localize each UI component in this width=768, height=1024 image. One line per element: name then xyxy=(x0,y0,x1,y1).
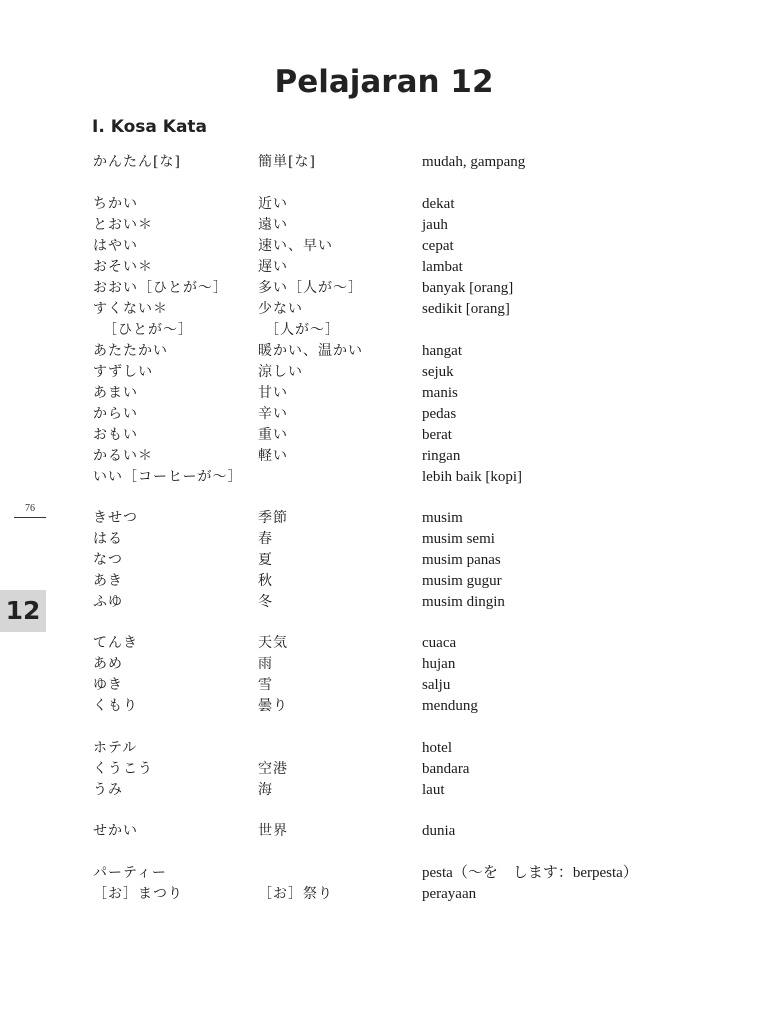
vocab-kana: せかい xyxy=(93,823,138,839)
vocab-kana: ちかい xyxy=(93,196,138,212)
vocab-meaning: perayaan xyxy=(422,886,477,902)
vocab-kana: はる xyxy=(93,531,123,547)
vocab-kana: うみ xyxy=(93,782,123,798)
vocab-kana: はやい xyxy=(93,238,138,254)
vocab-kanji: 冬 xyxy=(258,594,273,610)
vocab-kanji: 少ない xyxy=(258,301,303,317)
vocab-kanji: 涼しい xyxy=(258,364,303,380)
vocab-kanji: 海 xyxy=(258,782,273,798)
vocab-kanji: 空港 xyxy=(258,761,288,777)
vocab-kanji: 重い xyxy=(258,427,288,443)
vocab-meaning: musim panas xyxy=(422,552,501,568)
vocab-kana: すずしい xyxy=(93,364,154,380)
vocab-row xyxy=(0,633,768,654)
chapter-tab: 12 xyxy=(0,590,46,632)
vocab-row xyxy=(0,759,768,780)
vocab-meaning: pedas xyxy=(422,406,457,422)
vocab-meaning: bandara xyxy=(422,761,470,777)
vocab-kanji: 秋 xyxy=(258,573,273,589)
vocab-kanji: 簡単[な] xyxy=(258,154,316,170)
vocab-kana: ゆき xyxy=(93,677,123,693)
vocab-kana: いい［コーヒーが～］ xyxy=(93,469,243,485)
vocab-kana: くもり xyxy=(93,698,138,714)
vocab-row xyxy=(0,152,768,173)
vocab-kanji: 春 xyxy=(258,531,273,547)
vocab-row xyxy=(0,550,768,571)
vocab-meaning: musim gugur xyxy=(422,573,502,589)
vocab-meaning: musim xyxy=(422,510,463,526)
vocab-kanji: 暖かい、温かい xyxy=(258,343,363,359)
vocab-row xyxy=(0,508,768,529)
page-title: Pelajaran 12 xyxy=(274,64,494,100)
vocab-row xyxy=(0,257,768,278)
vocab-kana: おもい xyxy=(93,427,138,443)
vocab-kanji: 夏 xyxy=(258,552,273,568)
vocab-row xyxy=(0,884,768,905)
vocab-row xyxy=(0,341,768,362)
vocab-meaning: mudah, gampang xyxy=(422,154,526,170)
vocab-row xyxy=(0,194,768,215)
vocab-kana: かんたん[な] xyxy=(93,154,181,170)
vocab-meaning: pesta（～を します：berpesta） xyxy=(422,865,638,881)
vocab-row xyxy=(0,467,768,488)
vocab-meaning: berat xyxy=(422,427,452,443)
page-number: 76 xyxy=(14,503,46,518)
vocab-meaning: dekat xyxy=(422,196,455,212)
vocab-row xyxy=(0,571,768,592)
vocab-meaning: cepat xyxy=(422,238,454,254)
vocab-kanji: 近い xyxy=(258,196,288,212)
vocab-kana: おそい＊ xyxy=(93,259,153,275)
vocab-row xyxy=(0,696,768,717)
vocab-row xyxy=(0,320,768,341)
vocab-meaning: salju xyxy=(422,677,451,693)
vocab-meaning: laut xyxy=(422,782,445,798)
vocab-kanji: 雨 xyxy=(258,656,273,672)
section-title: I. Kosa Kata xyxy=(92,117,208,137)
vocab-row xyxy=(0,404,768,425)
vocab-meaning: lambat xyxy=(422,259,463,275)
vocab-row xyxy=(0,215,768,236)
vocab-meaning: sejuk xyxy=(422,364,454,380)
vocab-row xyxy=(0,446,768,467)
vocab-kana: きせつ xyxy=(93,510,138,526)
vocab-meaning: sedikit [orang] xyxy=(422,301,510,317)
vocab-kana: かるい＊ xyxy=(93,448,153,464)
vocab-meaning: mendung xyxy=(422,698,478,714)
vocab-kanji: 甘い xyxy=(258,385,288,401)
vocab-kana: からい xyxy=(93,406,138,422)
vocab-row xyxy=(0,236,768,257)
vocab-kana: ［ひとが～］ xyxy=(103,322,193,338)
vocab-kanji: 世界 xyxy=(258,823,288,839)
vocab-row xyxy=(0,738,768,759)
vocab-kana: パーティー xyxy=(93,865,167,881)
vocab-row xyxy=(0,425,768,446)
vocab-row xyxy=(0,278,768,299)
vocab-meaning: jauh xyxy=(422,217,448,233)
vocab-kana: あたたかい xyxy=(93,343,168,359)
vocab-kana: おおい［ひとが～］ xyxy=(93,280,228,296)
vocab-row xyxy=(0,299,768,320)
vocab-kanji: 雪 xyxy=(258,677,273,693)
vocab-row xyxy=(0,362,768,383)
vocab-meaning: manis xyxy=(422,385,458,401)
vocab-meaning: hujan xyxy=(422,656,456,672)
vocab-meaning: banyak [orang] xyxy=(422,280,514,296)
vocab-row xyxy=(0,654,768,675)
vocab-kanji: 曇り xyxy=(258,698,288,714)
vocab-meaning: lebih baik [kopi] xyxy=(422,469,522,485)
vocab-kanji: 軽い xyxy=(258,448,288,464)
vocab-kanji: 多い［人が～］ xyxy=(258,280,363,296)
vocab-kana: ［お］まつり xyxy=(93,886,183,902)
vocab-meaning: musim dingin xyxy=(422,594,505,610)
vocab-meaning: ringan xyxy=(422,448,461,464)
vocab-kanji: 速い、早い xyxy=(258,238,333,254)
vocab-kana: ホテル xyxy=(93,740,138,756)
vocab-meaning: hotel xyxy=(422,740,452,756)
vocab-meaning: cuaca xyxy=(422,635,457,651)
vocab-kanji: 天気 xyxy=(258,635,288,651)
vocab-kana: なつ xyxy=(93,552,123,568)
vocab-kanji: ［人が～］ xyxy=(265,322,340,338)
vocab-kana: とおい＊ xyxy=(93,217,153,233)
vocab-kanji: 遠い xyxy=(258,217,288,233)
vocab-kana: すくない＊ xyxy=(93,301,168,317)
vocab-kana: くうこう xyxy=(93,761,153,777)
vocab-kana: ふゆ xyxy=(93,594,123,610)
vocab-kanji: 辛い xyxy=(258,406,288,422)
vocab-kana: あまい xyxy=(93,385,138,401)
vocab-meaning: musim semi xyxy=(422,531,495,547)
vocab-meaning: hangat xyxy=(422,343,462,359)
vocab-row xyxy=(0,383,768,404)
vocab-row xyxy=(0,529,768,550)
vocab-kanji: 季節 xyxy=(258,510,288,526)
vocab-meaning: dunia xyxy=(422,823,456,839)
vocab-row xyxy=(0,821,768,842)
vocab-kanji: ［お］祭り xyxy=(258,886,333,902)
vocab-row xyxy=(0,863,768,884)
vocab-row xyxy=(0,780,768,801)
vocab-kana: てんき xyxy=(93,635,138,651)
vocab-kana: あめ xyxy=(93,656,123,672)
vocab-kanji: 遅い xyxy=(258,259,288,275)
vocab-row xyxy=(0,675,768,696)
vocab-kana: あき xyxy=(93,573,123,589)
vocab-row xyxy=(0,592,768,613)
